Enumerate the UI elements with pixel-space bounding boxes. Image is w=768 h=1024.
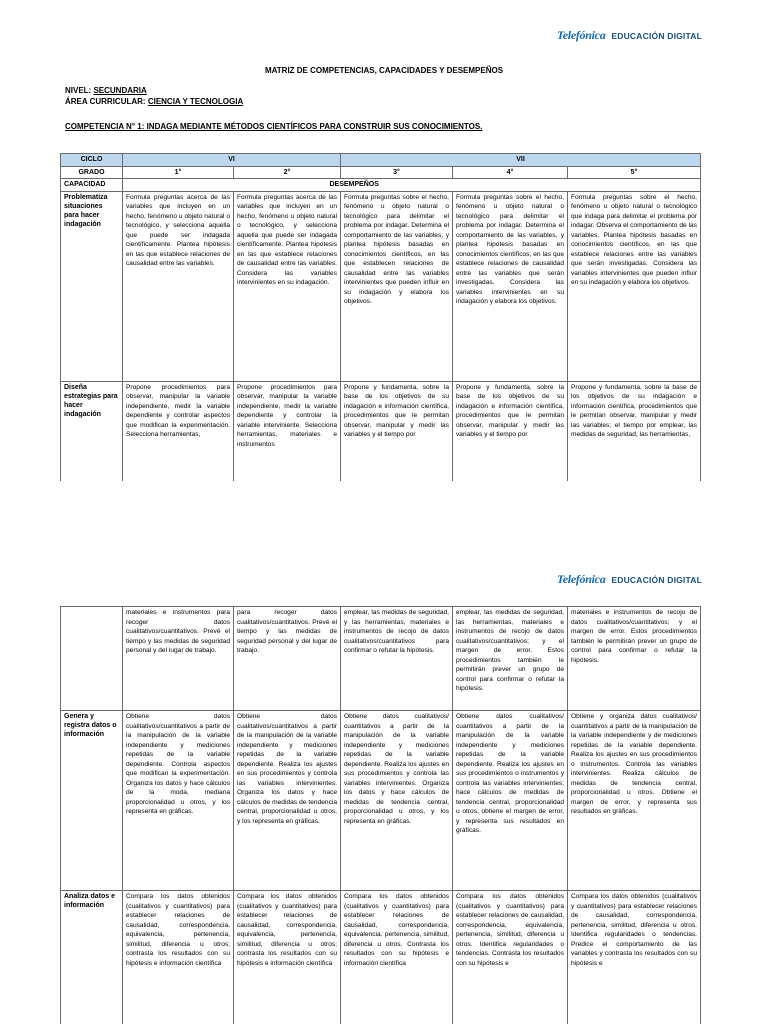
desempeno-cell: Obtiene datos cualitativos/cuantitativos a partir de la manipulación de la variable independiente y mediciones repetidas de la variable dependiente. Controla aspectos que modifican la experimentación. Organiza los datos y hace cálculos de la moda, mediana proporcionalidad u otros, y los representa en gráficas.	[123, 711, 234, 891]
document-title: MATRIZ DE COMPETENCIAS, CAPACIDADES Y DESEMPEÑOS	[264, 66, 504, 75]
nivel-label: NIVEL:	[65, 86, 94, 95]
desempeno-cell: Formula preguntas acerca de las variables que incluyen en un hecho, fenómeno u objeto natural o tecnológico, y selecciona aquella que puede ser indagada científicamente. Plantea hipótesis en las que establece relaciones de causalidad entre las variables.	[123, 191, 234, 381]
competency-matrix-table-continued	[60, 606, 701, 1024]
capacidad-label: CAPACIDAD	[61, 179, 123, 192]
table-row	[61, 381, 701, 481]
desempeno-cell: Propone procedimientos para observar, manipular la variable independiente, medir la variable dependiente y controlar la variable interviniente. Selecciona herramientas, materiales e instrumentos	[234, 381, 341, 481]
desempeno-cell: Obtiene y organiza datos cualitativos/ cuantitativos a partir de la manipulación de la variable independiente y de mediciones repetidas de la variable dependiente. Realiza los ajustes en sus procedimientos o instrumentos. Controla las variables intervinientes. Realiza cálculos de medidas de tendencia central, proporcionalidad u otros. Obtiene el margen de error, y representa sus resultados en gráficas.	[568, 711, 701, 891]
desempeno-cell: Compara los datos obtenidos (cualitativos y cuantitativos) para establecer relaciones de causalidad, correspondencia, equivalencia, pertenencia, similitud, diferencia u otros. Contrasta los resultados con su hipótesis e información científica	[341, 891, 453, 1024]
desempeno-cell: Compara los datos obtenidos (cualitativos y cuantitativos) para establecer relaciones de causalidad, correspondencia, pertenencia, similitud, diferencia u otros. Identifica regularidades o tendencias. Predice el comportamiento de las variables y contrasta los resultados con su hipótesis e	[568, 891, 701, 1024]
logo-brand: Telefónica	[556, 572, 606, 586]
ciclo-row	[61, 154, 701, 167]
capacidad-cell: Genera y registra datos o información	[61, 711, 123, 891]
desempeno-cell: emplear, las medidas de seguridad, las herramientas, materiales e instrumentos de recojo de datos cualitativos/cuantitativos; y el margen de error. Estos procedimientos también le permitirán prever un grupo de control para confirmar o refutar la hipótesis.	[453, 607, 568, 711]
desempenos-label: DESEMPEÑOS	[234, 179, 701, 192]
desempeno-cell: Propone y fundamenta, sobre la base de los objetivos de su indagación e información científica, procedimientos que le permitan observar, manipular y medir las variables; el tiempo por emplear, las medidas de seguridad, las herramientas,	[568, 381, 701, 481]
ciclo-vii: VII	[341, 154, 701, 167]
grado-4: 4°	[453, 166, 568, 179]
document-page-2	[0, 560, 768, 1024]
table-row	[61, 607, 701, 711]
desempenos-spacer	[123, 179, 234, 192]
desempeno-cell: Obtiene datos cualitativos/ cuantitativos a partir de la manipulación de la variable independiente y mediciones repetidas de la variable dependiente. Realiza los ajustes en sus procedimientos o instrumentos y controla las variables intervinientes; hace cálculos de medidas de tendencia central, proporcionalidad u otros, obtiene el margen de error, y representa sus resultados en gráficas.	[453, 711, 568, 891]
capacidad-header-row	[61, 179, 701, 192]
logo-brand: Telefónica	[556, 28, 606, 42]
desempeno-cell: materiales e instrumentos para recoger datos cualitativos/cuantitativos. Prevé el tiempo y las medidas de seguridad personal y del lugar de trabajo.	[123, 607, 234, 711]
desempeno-cell: Propone y fundamenta, sobre la base de los objetivos de su indagación e información científica, procedimientos que le permitan observar, manipular y medir las variables y el tiempo por	[453, 381, 568, 481]
logo-tagline: EDUCACIÓN DIGITAL	[611, 574, 702, 585]
desempeno-cell: Obtiene datos cualitativos/ cuantitativos a partir de la manipulación de la variable independiente y mediciones repetidas de la variable dependiente. Realiza los ajustes en sus procedimientos y controla las variables intervinientes. Organiza los datos y hace cálculos de medidas de tendencia central, proporcionalidad u otros, y los representa en gráficas.	[341, 711, 453, 891]
table-clip	[0, 0, 768, 481]
competency-matrix-table	[60, 153, 701, 481]
desempeno-cell: para recoger datos cualitativos/cuantitativos. Prevé el tiempo y las medidas de seguridad personal y del lugar de trabajo.	[234, 607, 341, 711]
area-label: ÁREA CURRICULAR:	[65, 97, 148, 106]
grado-1: 1°	[123, 166, 234, 179]
capacidad-cell	[61, 607, 123, 711]
desempeno-cell: Formula preguntas sobre el hecho, fenómeno u objeto natural o tecnológico que indaga para delimitar el problema por indagar. Observa el comportamiento de las variables. Plantea hipótesis basadas en conocimientos científicos, en las que establece relaciones entre las variables que serán investigadas. Considera las variables intervinientes que pueden influir en su indagación y elabora los objetivos.	[568, 191, 701, 381]
capacidad-cell: Analiza datos e información	[61, 891, 123, 1024]
grado-5: 5°	[568, 166, 701, 179]
ciclo-vi: VI	[123, 154, 341, 167]
desempeno-cell: emplear, las medidas de seguridad, y las herramientas, materiales e instrumentos de recojo de datos cualitativos/cuantitativos para confirmar o refutar la hipótesis.	[341, 607, 453, 711]
table-row	[61, 711, 701, 891]
grado-row	[61, 166, 701, 179]
logo-tagline: EDUCACIÓN DIGITAL	[611, 30, 702, 41]
desempeno-cell: Formula preguntas sobre el hecho, fenómeno u objeto natural o tecnológico para delimitar el problema por indagar. Determina el comportamiento de las variables, y plantea hipótesis basadas en conocimientos científicos, en las que establece relaciones de causalidad entre las variables que serán investigadas. Considera las variables intervinientes en su indagación y elabora los objetivos.	[453, 191, 568, 381]
desempeno-cell: Compara los datos obtenidos (cualitativos y cuantitativos) para establecer relaciones de causalidad, correspondencia, equivalencia, pertenencia, similitud, diferencia u otros; contrasta los resultados con su hipótesis e información científica	[123, 891, 234, 1024]
grado-label: GRADO	[61, 166, 123, 179]
capacidad-cell: Diseña estrategias para hacer indagación	[61, 381, 123, 481]
capacidad-cell: Problematiza situaciones para hacer indagación	[61, 191, 123, 381]
desempeno-cell: materiales e instrumentos de recojo de datos cualitativos/cuantitativos; y el margen de error. Estos procedimientos también le permitirán prever un grupo de control para confirmar o refutar la hipótesis.	[568, 607, 701, 711]
table-row	[61, 191, 701, 381]
page-gap	[0, 512, 768, 560]
nivel-value: SECUNDARIA	[93, 86, 147, 95]
desempeno-cell: Compara los datos obtenidos (cualitativos y cuantitativos) para establecer relaciones de causalidad, correspondencia, equivalencia, pertenencia, similitud, diferencia u otros. Identifica regularidades o tendencias. Contrasta los resultados con su hipótesis e	[453, 891, 568, 1024]
desempeno-cell: Formula preguntas acerca de las variables que incluyen en un hecho, fenómeno u objeto natural o tecnológico, y selecciona aquella que puede ser indagada científicamente. Plantea hipótesis en las que establece relaciones de causalidad entre las variables. Considera las variables intervinientes en su indagación.	[234, 191, 341, 381]
desempeno-cell: Propone procedimientos para observar, manipular la variable independiente, medir la variable dependiente y controlar aspectos que modifican la experimentación. Selecciona herramientas,	[123, 381, 234, 481]
desempeno-cell: Propone y fundamenta, sobre la base de los objetivos de su indagación e información científica, procedimientos que le permitan observar, manipular y medir las variables y el tiempo por	[341, 381, 453, 481]
grado-2: 2°	[234, 166, 341, 179]
desempeno-cell: Obtiene datos cualitativos/cuantitativos a partir de la manipulación de la variable independiente y mediciones repetidas de la variable dependiente. Realiza los ajustes en sus procedimientos y controla las variables intervinientes. Organiza los datos y hace cálculos de medidas de tendencia central, proporcionalidad u otros, y los representa en gráficas.	[234, 711, 341, 891]
desempeno-cell: Compara los datos obtenidos (cualitativos y cuantitativos) para establecer relaciones de causalidad, correspondencia, equivalencia, pertenencia, similitud, diferencia u otros; contrasta los resultados con su hipótesis e información científica	[234, 891, 341, 1024]
desempeno-cell: Formula preguntas sobre el hecho, fenómeno u objeto natural o tecnológico para delimitar el problema por indagar. Determina el comportamiento de las variables, y plantea hipótesis basadas en conocimientos científicos, en las que establecen relaciones de causalidad entre las variables intervinientes que pueden influir en su indagación y elabora los objetivos.	[341, 191, 453, 381]
ciclo-label: CICLO	[61, 154, 123, 167]
competencia-text: COMPETENCIA N° 1: INDAGA MEDIANTE MÉTODOS CIENTÍFICOS PARA CONSTRUIR SUS CONOCIMIENTOS.	[65, 122, 483, 131]
area-value: CIENCIA Y TECNOLOGIA	[147, 97, 244, 106]
telefonica-logo	[557, 572, 702, 587]
grado-3: 3°	[341, 166, 453, 179]
table-row	[61, 891, 701, 1024]
